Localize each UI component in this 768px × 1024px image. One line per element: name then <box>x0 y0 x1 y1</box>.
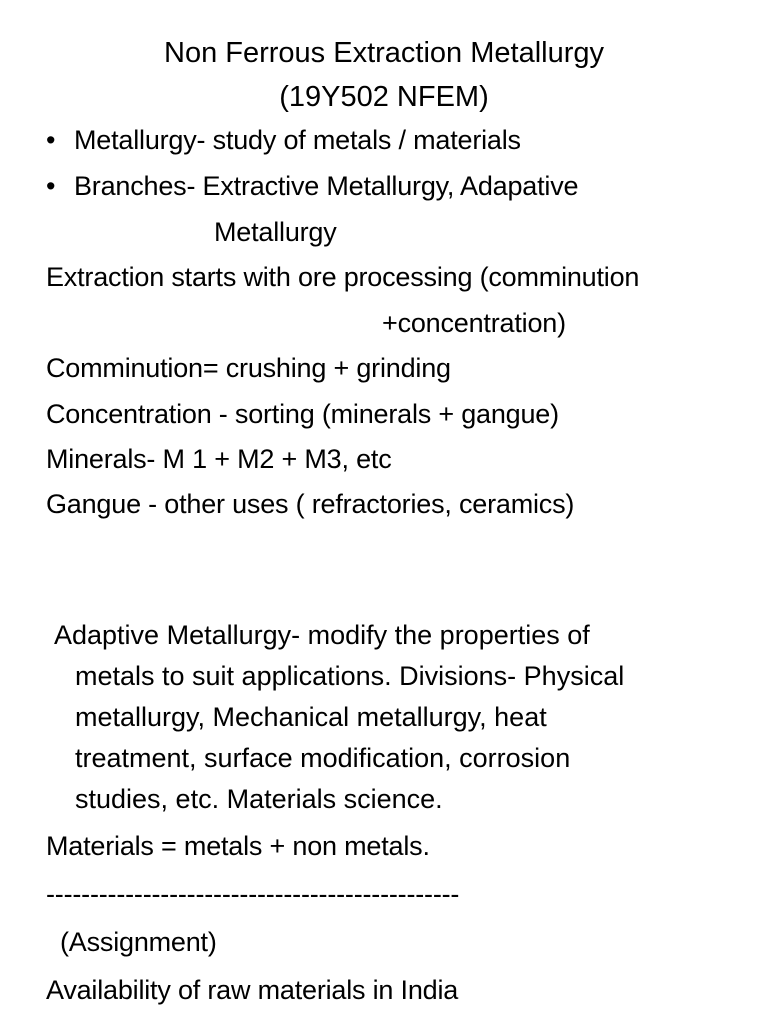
separator-line: ----------------------------------------------- <box>46 879 460 909</box>
minerals-line: Minerals- M 1 + M2 + M3, etc <box>46 444 392 474</box>
adaptive-line-3: metallurgy, Mechanical metallurgy, heat <box>75 702 547 732</box>
extraction-line-1: Extraction starts with ore processing (comminution <box>46 262 640 292</box>
extraction-line-2: +concentration) <box>382 308 566 338</box>
bullet-item-metallurgy: Metallurgy- study of metals / materials <box>74 125 521 155</box>
adaptive-line-1: Adaptive Metallurgy- modify the properties of <box>54 620 590 650</box>
assignment-heading: (Assignment) <box>60 927 217 957</box>
bullet-item-branches-continuation: Metallurgy <box>214 217 337 247</box>
document-title-line-2: (19Y502 NFEM) <box>279 81 489 113</box>
adaptive-line-2: metals to suit applications. Divisions- Physical <box>75 661 625 691</box>
bullet-icon: • <box>46 125 56 155</box>
materials-line: Materials = metals + non metals. <box>46 831 430 861</box>
document-title-line-1: Non Ferrous Extraction Metallurgy <box>164 37 604 69</box>
adaptive-line-4: treatment, surface modification, corrosion <box>75 743 571 773</box>
bullet-icon: • <box>46 171 56 201</box>
bullet-item-branches: Branches- Extractive Metallurgy, Adapative <box>74 171 579 201</box>
availability-line: Availability of raw materials in India <box>46 975 459 1005</box>
gangue-line: Gangue - other uses ( refractories, ceramics) <box>46 489 575 519</box>
comminution-line: Comminution= crushing + grinding <box>46 353 451 383</box>
adaptive-line-5: studies, etc. Materials science. <box>75 784 443 814</box>
concentration-line: Concentration - sorting (minerals + gangue) <box>46 399 559 429</box>
